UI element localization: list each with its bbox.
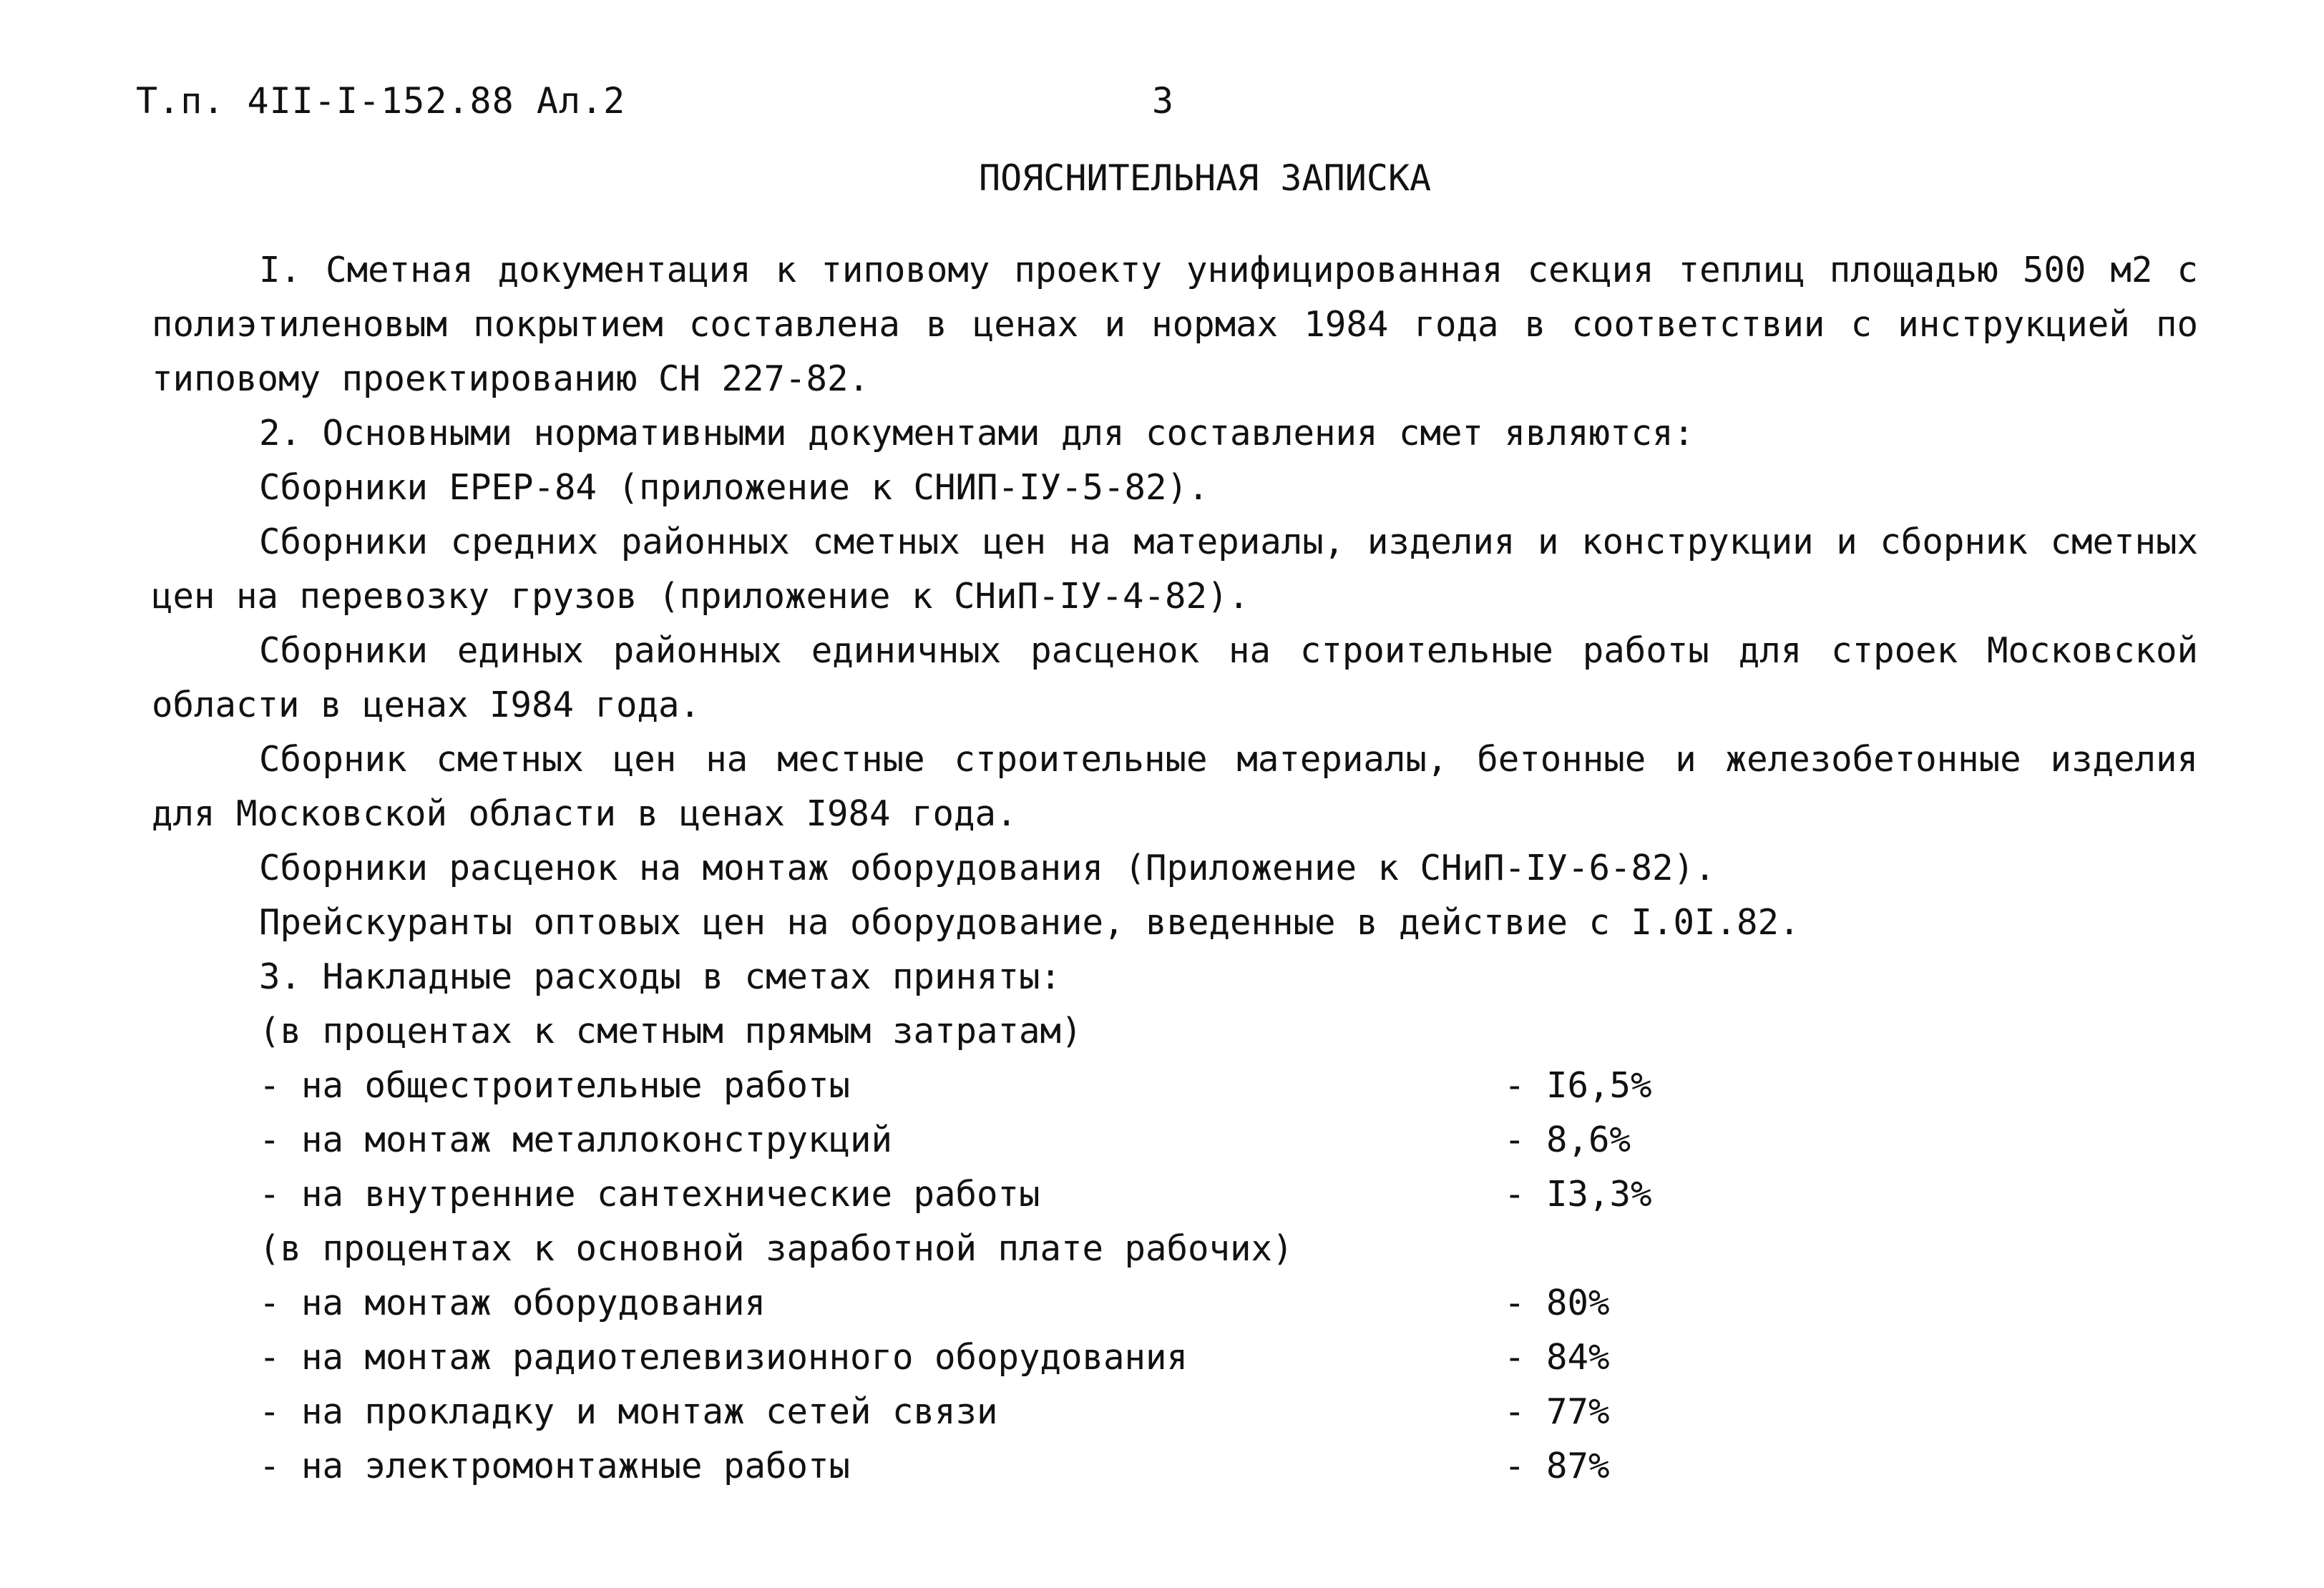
paragraph-4: Сборники средних районных сметных цен на материалы, изделия и конструкции и сборник сметных цен на перевозку грузов (приложение к СНиП-IУ-4-82). <box>152 521 2198 617</box>
rates-group-2-caption: (в процентах к основной заработной плате рабочих) <box>259 1228 1294 1269</box>
rate-value: - I3,3% <box>1504 1174 1652 1215</box>
paragraph-6: Сборник сметных цен на местные строительные материалы, бетонные и железобетонные изделия для Московской области в ценах I984 года. <box>152 739 2198 834</box>
rate-label: - на внутренние сантехнические работы <box>259 1174 1040 1215</box>
rate-label: - на монтаж оборудования <box>259 1283 766 1323</box>
rate-value: - I6,5% <box>1504 1065 1652 1106</box>
paragraph-2: 2. Основными нормативными документами для составления смет являются: <box>259 413 1695 454</box>
rate-row <box>152 1385 2198 1439</box>
rate-row <box>152 1276 2198 1330</box>
rate-value: - 8,6% <box>1504 1119 1631 1160</box>
rate-row <box>152 1059 2198 1113</box>
rate-label: - на электромонтажные работы <box>259 1446 851 1486</box>
paragraph-5: Сборники единых районных единичных расценок на строительные работы для строек Московской области в ценах I984 года. <box>152 630 2198 725</box>
rate-row <box>152 1113 2198 1167</box>
paragraph-3: Сборники ЕРЕР-84 (приложение к СНИП-IУ-5-82). <box>259 467 1209 508</box>
rate-row <box>152 1330 2198 1385</box>
rates-group-1-caption: (в процентах к сметным прямым затратам) <box>259 1011 1083 1052</box>
document-body <box>152 243 2198 1494</box>
page-number: 3 <box>1152 80 1174 122</box>
rate-value: - 80% <box>1504 1283 1610 1323</box>
rate-label: - на монтаж радиотелевизионного оборудования <box>259 1337 1188 1378</box>
document-code: Т.п. 4II-I-152.88 Ал.2 <box>136 80 626 122</box>
rate-label: - на общестроительные работы <box>259 1065 851 1106</box>
rate-label: - на прокладку и монтаж сетей связи <box>259 1391 998 1432</box>
rate-value: - 77% <box>1504 1391 1610 1432</box>
rate-label: - на монтаж металлоконструкций <box>259 1119 893 1160</box>
paragraph-8: Прейскуранты оптовых цен на оборудование, введенные в действие с I.0I.82. <box>259 902 1800 943</box>
rate-value: - 87% <box>1504 1446 1610 1486</box>
rate-value: - 84% <box>1504 1337 1610 1378</box>
paragraph-9: 3. Накладные расходы в сметах приняты: <box>259 956 1062 997</box>
rate-row <box>152 1167 2198 1222</box>
rate-row <box>152 1439 2198 1494</box>
document-title: ПОЯСНИТЕЛЬНАЯ ЗАПИСКА <box>979 157 1432 199</box>
paragraph-1: I. Сметная документация к типовому проекту унифицированная секция теплиц площадью 500 м2 с полиэтиленовым покрытием составлена в ценах и нормах 1984 года в соответствии с инструкцией по типовому проектированию СН 227-82. <box>152 250 2198 399</box>
paragraph-7: Сборники расценок на монтаж оборудования (Приложение к СНиП-IУ-6-82). <box>259 848 1716 888</box>
